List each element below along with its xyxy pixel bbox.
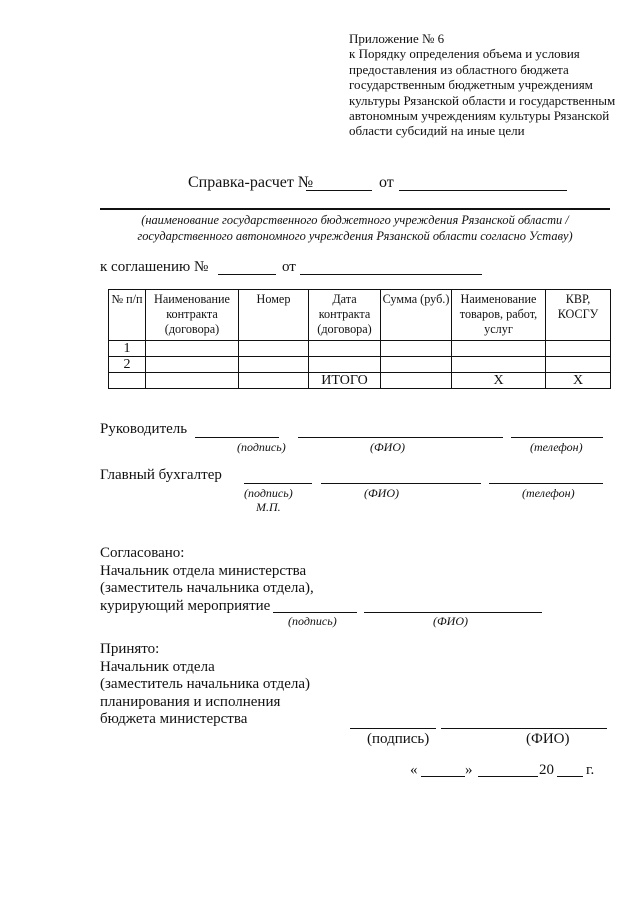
title-date-blank — [399, 190, 567, 191]
appendix-line: области субсидий на иные цели — [349, 123, 525, 139]
agreed-line: Начальник отдела министерства — [100, 562, 307, 579]
table-total-row — [109, 373, 611, 389]
col-header-amount: Сумма (руб.) — [381, 290, 452, 341]
appendix-line: автономным учреждениям культуры Рязанской — [349, 108, 610, 124]
head-phone-caption: (телефон) — [530, 440, 583, 454]
col-header-contract-number: Номер — [239, 290, 309, 341]
date-month-blank — [478, 776, 538, 777]
table-cell — [381, 373, 452, 389]
col-header-contract-date: Дата контракта (договора) — [309, 290, 381, 341]
appendix-note — [349, 31, 615, 139]
accountant-sign-line — [244, 483, 312, 484]
table-row — [109, 341, 611, 357]
col-header-contract-name: Наименование контракта (договора) — [146, 290, 239, 341]
appendix-line: государственным бюджетным учреждениям — [349, 77, 593, 93]
col-header-kvr-kosgu: КВР, КОСГУ — [546, 290, 611, 341]
table-cell — [146, 341, 239, 357]
table-cell — [309, 341, 381, 357]
accountant-fio-caption: (ФИО) — [364, 486, 399, 500]
date-year-suffix: г. — [586, 762, 595, 778]
accepted-fio-line — [441, 728, 607, 729]
table-cell — [546, 341, 611, 357]
table-cell — [452, 357, 546, 373]
date-day-blank — [421, 776, 465, 777]
table-total-label: ИТОГО — [309, 373, 381, 389]
table-cell — [452, 341, 546, 357]
table-cell — [381, 357, 452, 373]
accountant-fio-line — [321, 483, 481, 484]
table-cell — [109, 373, 146, 389]
appendix-line: предоставления из областного бюджета — [349, 61, 569, 77]
contracts-table — [108, 289, 611, 389]
date-close-quote: » — [465, 762, 473, 778]
accepted-block — [100, 641, 310, 729]
accepted-sign-caption: (подпись) — [367, 731, 430, 747]
appendix-line: к Порядку определения объема и условия — [349, 46, 580, 62]
accountant-sign-caption: (подпись) — [244, 486, 293, 500]
accepted-line: планирования и исполнения — [100, 693, 281, 710]
organization-name-line — [100, 208, 610, 210]
title-number-blank — [306, 190, 372, 191]
accepted-sign-line — [350, 728, 436, 729]
appendix-line: Приложение № 6 — [349, 31, 445, 46]
table-cell: X — [546, 373, 611, 389]
organization-caption — [100, 212, 610, 244]
table-cell: X — [452, 373, 546, 389]
agreement-number-blank — [218, 274, 276, 275]
agreement-date-blank — [300, 274, 482, 275]
agreement-label: к соглашению № — [100, 259, 209, 275]
agreed-fio-caption: (ФИО) — [433, 614, 468, 628]
col-header-goods: Наименование товаров, работ, услуг — [452, 290, 546, 341]
head-fio-line — [298, 437, 503, 438]
agreed-line: курирующий мероприятие — [100, 597, 271, 614]
agreed-block — [100, 545, 314, 615]
table-cell — [239, 341, 309, 357]
head-phone-line — [511, 437, 603, 438]
organization-caption-line: государственного автономного учреждения Рязанской области согласно Уставу) — [137, 229, 573, 243]
organization-caption-line: (наименование государственного бюджетного учреждения Рязанской области / — [141, 213, 569, 227]
accepted-line: Принято: — [100, 641, 160, 657]
appendix-line: культуры Рязанской области и государственным — [349, 92, 616, 108]
table-cell — [239, 373, 309, 389]
table-cell — [146, 373, 239, 389]
agreed-sign-caption: (подпись) — [288, 614, 337, 628]
date-year-prefix: 20 — [539, 762, 554, 778]
accountant-phone-line — [489, 483, 603, 484]
title-from-label: от — [379, 174, 394, 191]
table-cell — [239, 357, 309, 373]
table-row — [109, 357, 611, 373]
table-cell: 1 — [109, 341, 146, 357]
agreed-line: (заместитель начальника отдела), — [100, 580, 314, 597]
accepted-line: Начальник отдела — [100, 658, 215, 675]
date-year-blank — [557, 776, 583, 777]
table-cell — [381, 341, 452, 357]
accountant-phone-caption: (телефон) — [522, 486, 575, 500]
agreed-fio-line — [364, 612, 542, 613]
table-cell — [546, 357, 611, 373]
table-header-row — [109, 290, 611, 341]
head-fio-caption: (ФИО) — [370, 440, 405, 454]
table-cell — [146, 357, 239, 373]
accepted-line: бюджета министерства — [100, 711, 248, 728]
accepted-line: (заместитель начальника отдела) — [100, 676, 310, 693]
agreed-line: Согласовано: — [100, 545, 185, 561]
document-title: Справка-расчет № — [188, 174, 314, 191]
accountant-label: Главный бухгалтер — [100, 467, 222, 483]
table-cell — [309, 357, 381, 373]
accepted-fio-caption: (ФИО) — [526, 731, 570, 747]
agreed-sign-line — [273, 612, 357, 613]
head-label: Руководитель — [100, 421, 188, 437]
date-open-quote: « — [410, 762, 418, 778]
agreement-from-label: от — [282, 259, 296, 275]
col-header-number: № п/п — [109, 290, 146, 341]
seal-placeholder: М.П. — [256, 500, 281, 514]
table-cell: 2 — [109, 357, 146, 373]
head-sign-caption: (подпись) — [237, 440, 286, 454]
head-sign-line — [195, 437, 279, 438]
